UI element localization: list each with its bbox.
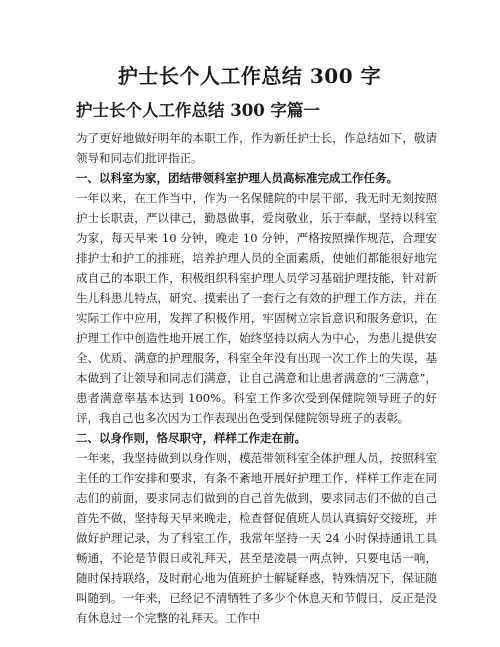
section-1-heading: 一、以科室为家，团结带领科室护理人员高标准完成工作任务。: [76, 171, 398, 185]
intro-paragraph: 为了更好地做好明年的本职工作，作为新任护士长，作总结如下，敬请领导和同志们批评指正。: [76, 131, 437, 165]
document-title: 护士长个人工作总结 300 字: [117, 64, 382, 88]
section-2-heading: 二、以身作则，恪尽职守，样样工作走在前。: [76, 431, 306, 445]
section-1-paragraph: 一年以来，在工作当中，作为一名保健院的中层干部，我无时无刻按照护士长职责，严以律己，勤恳做事，爱岗敬业，乐于奉献，坚持以科室为家，每天早来 10 分钟，晚走 10 分钟，严格按照操作规范，合理安排护士和护工的排班，培养护理人员的全面素质，使她们都能很好地完成自己的本职工作，积极组织科室护理人员学习基础护理技能，针对新生儿科患儿特点，研究、摸索出了一套行之有效的护理工作方法，并在实际工作中应用，发挥了积极作用，牢固树立宗旨意识和服务意识，在护理工作中创造性地开展工作，始终坚持以病人为中心，为患儿提供安全、优质、满意的护理服务，科室全年没有出现一次工作上的失误，基本做到了让领导和同志们满意，让自己满意和让患者满意的“三满意”，患者满意率基本达到 100%。科室工作多次受到保健院领导班子的好评，我自己也多次因为工作表现出色受到保健院领导班子的表彰。: [76, 191, 437, 425]
document-subtitle: 护士长个人工作总结 300 字篇一: [76, 101, 320, 120]
section-2-paragraph: 一年来，我坚持做到以身作则，模范带领科室全体护理人员，按照科室主任的工作安排和要求，有条不紊地开展好护理工作，样样工作走在同志们的前面，要求同志们做到的自己首先做到，要求同志们不做的自己首先不做，坚持每天早来晚走，检查督促值班人员认真搞好交接班，并做好护理记录，为了科室工作，我常年坚持一天 24 小时保持通讯工具畅通，不论是节假日或礼拜天，甚至是凌晨一两点钟，只要电话一响，随时保持联络，及时耐心地为值班护士解疑释惑，特殊情况下，保证随叫随到。一年来，已经记不清牺牲了多少个休息天和节假日，反正是没有休息过一个完整的礼拜天。工作中: [76, 451, 437, 625]
